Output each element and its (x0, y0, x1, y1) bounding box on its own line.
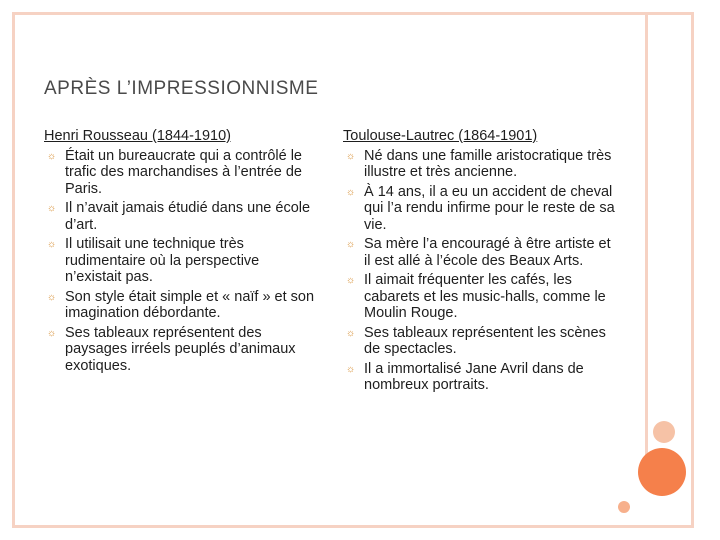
sun-bullet-icon: ☼ (47, 291, 57, 303)
list-item-text: Il n’avait jamais étudié dans une école d’art. (65, 200, 311, 233)
right-column (343, 128, 615, 397)
list-item-text: Il a immortalisé Jane Avril dans de nombreux portraits. (364, 360, 584, 393)
list-item-text: Sa mère l’a encouragé à être artiste et il est allé à l’école des Beaux Arts. (364, 236, 611, 269)
list-item (343, 272, 615, 322)
sun-bullet-icon: ☼ (346, 239, 356, 250)
sun-bullet-icon: ☼ (47, 239, 57, 250)
sun-bullet-icon: ☼ (346, 186, 356, 198)
list-item (343, 361, 615, 394)
list-item (44, 200, 316, 233)
list-item-text: Il utilisait une technique très rudimentaire où la perspective n’existait pas. (65, 236, 260, 285)
list-item-text: Ses tableaux représentent des paysages irréels peuplés d’animaux exotiques. (65, 324, 296, 374)
left-column-heading: Henri Rousseau (1844-1910) (44, 128, 231, 144)
right-bullet-list (343, 148, 615, 394)
sun-bullet-icon: ☼ (47, 203, 57, 214)
list-item (44, 148, 316, 198)
list-item (343, 325, 615, 358)
sun-bullet-icon: ☼ (47, 327, 57, 339)
sun-bullet-icon: ☼ (47, 150, 57, 162)
list-item (44, 325, 316, 375)
list-item (343, 148, 615, 181)
right-column-heading: Toulouse-Lautrec (1864-1901) (343, 128, 538, 144)
left-bullet-list (44, 148, 316, 375)
list-item (44, 289, 316, 322)
sun-bullet-icon: ☼ (346, 150, 356, 162)
decorative-circle-large (638, 448, 686, 496)
list-item-text: Il aimait fréquenter les cafés, les cabarets et les music-halls, comme le Moulin Rouge. (364, 272, 606, 321)
sun-bullet-icon: ☼ (346, 327, 356, 339)
decorative-circle-small (618, 501, 630, 513)
list-item-text: Était un bureaucrate qui a contrôlé le trafic des marchandises à l’entrée de Paris. (65, 147, 302, 197)
list-item (343, 236, 615, 269)
list-item-text: Né dans une famille aristocratique très illustre et très ancienne. (364, 147, 612, 180)
sun-bullet-icon: ☼ (346, 275, 356, 286)
list-item-text: À 14 ans, il a eu un accident de cheval qui l’a rendu infirme pour le reste de sa vie. (364, 183, 615, 233)
list-item (44, 236, 316, 286)
left-column (44, 128, 316, 377)
list-item (343, 184, 615, 234)
sun-bullet-icon: ☼ (346, 363, 356, 375)
list-item-text: Son style était simple et « naïf » et son imagination débordante. (65, 288, 315, 321)
decorative-circle-medium (653, 421, 675, 443)
decorative-line (645, 15, 648, 467)
slide-title: APRÈS L’IMPRESSIONNISME (44, 78, 319, 99)
list-item-text: Ses tableaux représentent les scènes de spectacles. (364, 324, 606, 357)
